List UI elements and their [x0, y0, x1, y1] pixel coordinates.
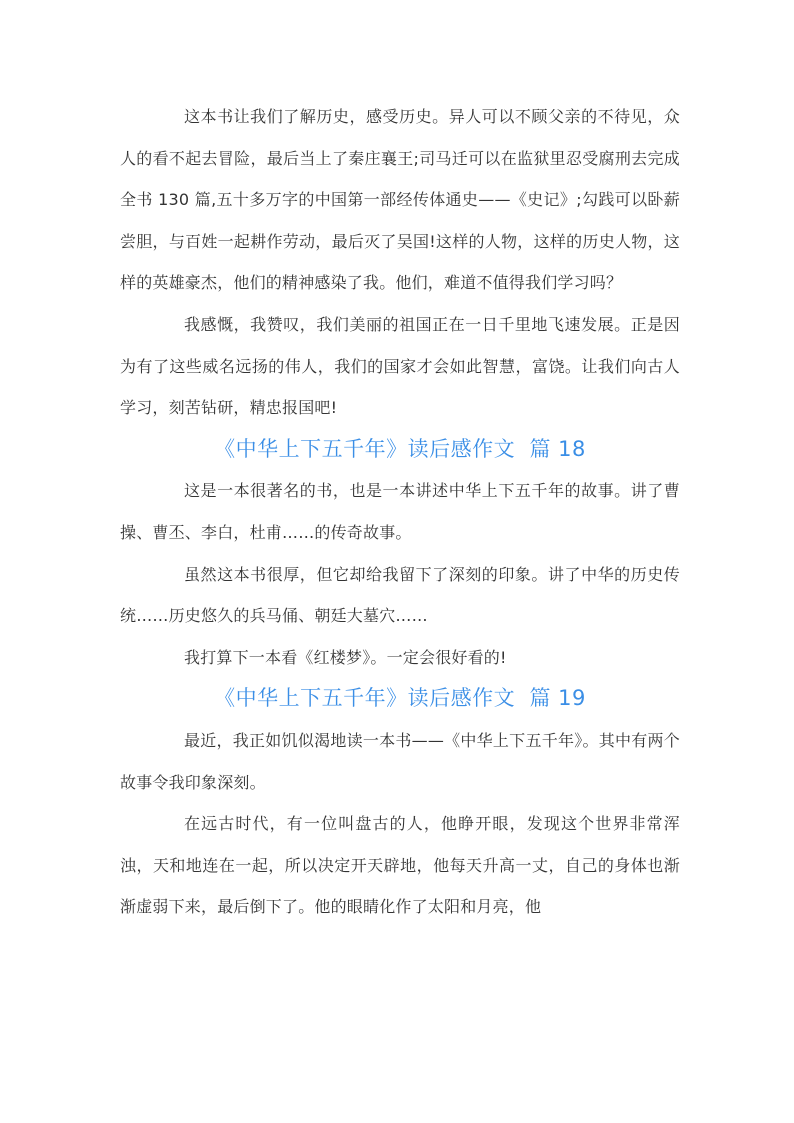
section-heading: 《中华上下五千年》读后感作文 篇 19: [214, 686, 586, 711]
paragraph: 最近，我正如饥似渴地读一本书——《中华上下五千年》。其中有两个故事令我印象深刻。: [120, 730, 680, 792]
paragraph: 在远古时代，有一位叫盘古的人，他睁开眼，发现这个世界非常浑浊，天和地连在一起，所以决定开天辟地，他每天升高一丈，自己的身体也渐渐虚弱下来，最后倒下了。他的眼睛化作了太阳和月亮，他: [120, 814, 680, 917]
paragraph: 我感慨，我赞叹，我们美丽的祖国正在一日千里地飞速发展。正是因为有了这些威名远扬的伟人，我们的国家才会如此智慧，富饶。让我们向古人学习，刻苦钻研，精忠报国吧!: [120, 314, 680, 418]
paragraph: 虽然这本书很厚，但它却给我留下了深刻的印象。讲了中华的历史传统……历史悠久的兵马俑、朝廷大墓穴……: [120, 564, 680, 626]
paragraph: 我打算下一本看《红楼梦》。一定会很好看的!: [184, 647, 507, 667]
document-body: [120, 96, 680, 928]
paragraph: 这是一本很著名的书，也是一本讲述中华上下五千年的故事。讲了曹操、曹丕、李白，杜甫……的传奇故事。: [120, 481, 680, 542]
section-heading: 《中华上下五千年》读后感作文 篇 18: [214, 436, 586, 461]
paragraph: 这本书让我们了解历史，感受历史。异人可以不顾父亲的不待见，众人的看不起去冒险，最后当上了秦庄襄王;司马迁可以在监狱里忍受腐刑去完成全书 130 篇,五十多万字的中国第一部经传体通史——《史记》;勾践可以卧薪尝胆，与百姓一起耕作劳动，最后灭了吴国!这样的人物，这样的历史人物，这样的英雄豪杰，他们的精神感染了我。他们，难道不值得我们学习吗？: [120, 107, 680, 293]
